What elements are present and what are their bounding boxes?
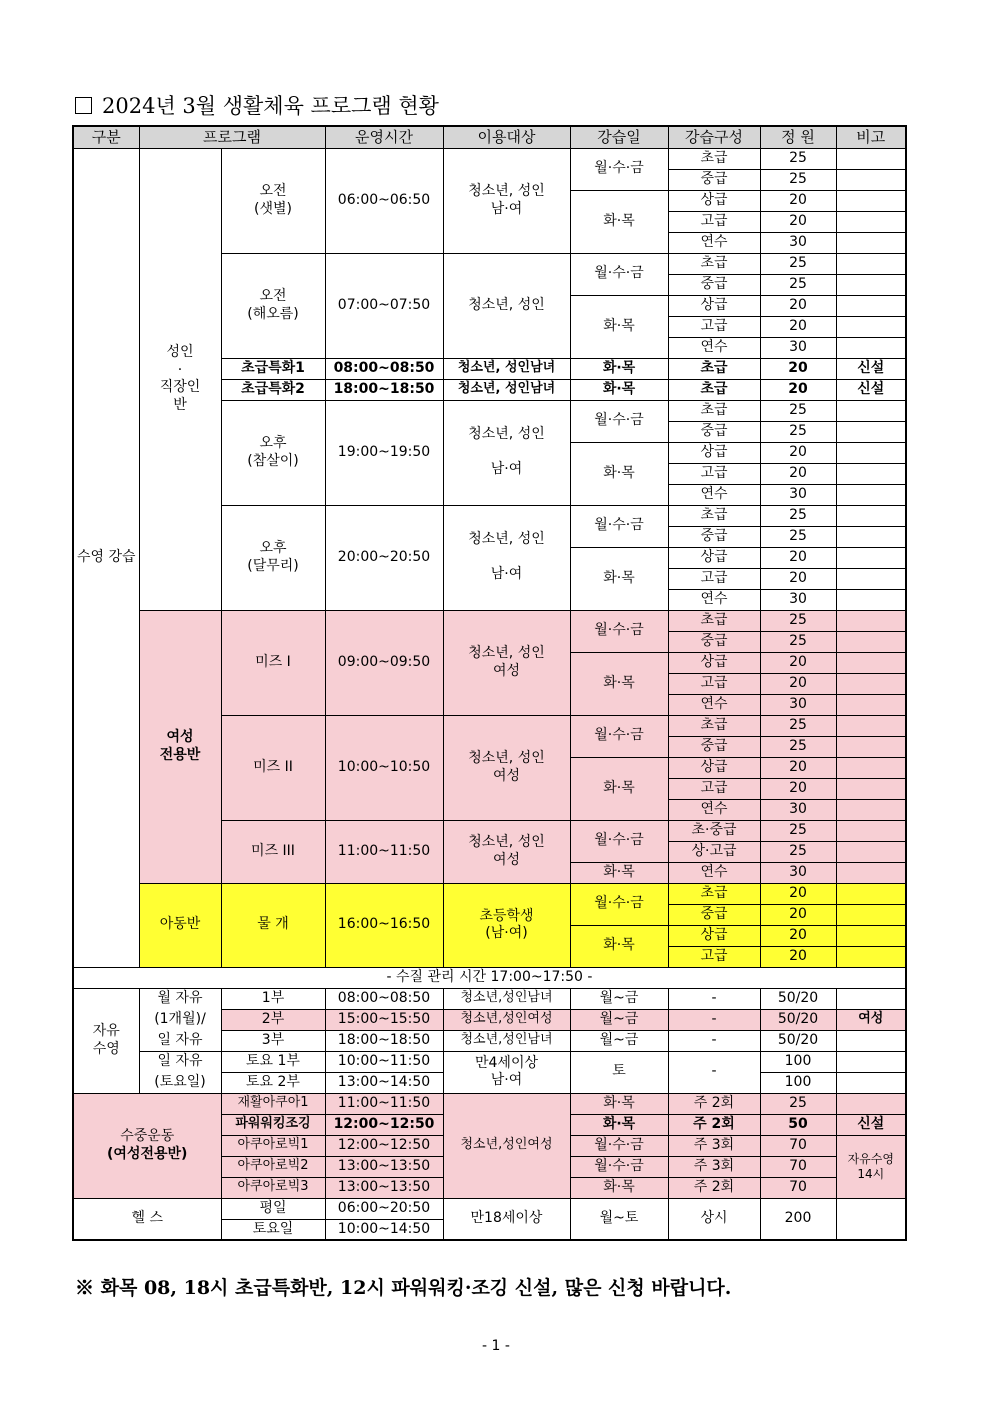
monthly-label: (1개월)/ xyxy=(139,1009,221,1030)
capacity-cell: 20 xyxy=(760,946,836,967)
note-cell xyxy=(836,862,906,883)
note-cell xyxy=(836,841,906,862)
level-cell: 고급 xyxy=(668,673,760,694)
capacity-cell: 100 xyxy=(760,1051,836,1072)
program-name: 평일 xyxy=(221,1198,325,1219)
capacity-cell: 25 xyxy=(760,1093,836,1114)
program-day: 월·수·금 xyxy=(570,253,668,295)
program-time: 18:00~18:50 xyxy=(325,379,443,400)
note-cell xyxy=(836,820,906,841)
table-row xyxy=(73,967,906,988)
capacity-cell: 70 xyxy=(760,1177,836,1198)
capacity-cell: 20 xyxy=(760,673,836,694)
capacity-cell: 20 xyxy=(760,295,836,316)
note-cell xyxy=(836,190,906,211)
level-cell: 초급 xyxy=(668,358,760,379)
note-cell xyxy=(836,736,906,757)
capacity-cell: 20 xyxy=(760,463,836,484)
program-day: 월·수·금 xyxy=(570,820,668,862)
capacity-cell: 30 xyxy=(760,589,836,610)
level-cell: 초급 xyxy=(668,253,760,274)
level-cell: 연수 xyxy=(668,337,760,358)
level-cell: - xyxy=(668,1051,760,1093)
program-day: 화·목 xyxy=(570,1114,668,1135)
aqua-category-sub: (여성전용반) xyxy=(107,1145,188,1162)
monthly-label: 일 자유 xyxy=(139,1030,221,1051)
header-day: 강습일 xyxy=(570,126,668,148)
aqua-target: 청소년,성인여성 xyxy=(443,1093,570,1198)
capacity-cell: 25 xyxy=(760,421,836,442)
women-group: 여성 전용반 xyxy=(139,610,221,883)
program-time: 13:00~13:50 xyxy=(325,1156,443,1177)
program-name: 아쿠아로빅3 xyxy=(221,1177,325,1198)
level-cell: 상급 xyxy=(668,925,760,946)
level-cell: 상급 xyxy=(668,442,760,463)
table-row xyxy=(73,610,906,631)
note-cell xyxy=(836,484,906,505)
program-day: 월~금 xyxy=(570,1030,668,1051)
level-cell: 고급 xyxy=(668,316,760,337)
note-cell xyxy=(836,274,906,295)
note-cell: 자유수영 14시 xyxy=(836,1135,906,1198)
note-cell xyxy=(836,232,906,253)
program-time: 10:00~14:50 xyxy=(325,1219,443,1240)
table-row xyxy=(73,148,906,169)
level-cell: 주 3회 xyxy=(668,1135,760,1156)
program-name: 미즈 III xyxy=(221,820,325,883)
capacity-cell: 20 xyxy=(760,757,836,778)
note-cell xyxy=(836,1030,906,1051)
header-level: 강습구성 xyxy=(668,126,760,148)
level-cell: 고급 xyxy=(668,568,760,589)
level-cell: 초급 xyxy=(668,610,760,631)
program-name: 파워워킹조깅 xyxy=(221,1114,325,1135)
capacity-cell: 20 xyxy=(760,778,836,799)
note-cell xyxy=(836,610,906,631)
program-target: 청소년, 성인남녀 xyxy=(443,379,570,400)
level-cell: 주 2회 xyxy=(668,1093,760,1114)
table-row xyxy=(73,1009,906,1030)
header-note: 비고 xyxy=(836,126,906,148)
program-target: 청소년, 성인 xyxy=(443,253,570,358)
program-target: 만4세이상 남·여 xyxy=(443,1051,570,1093)
program-time: 13:00~13:50 xyxy=(325,1177,443,1198)
level-cell: - xyxy=(668,1030,760,1051)
note-cell xyxy=(836,148,906,169)
level-cell: 중급 xyxy=(668,169,760,190)
program-time: 11:00~11:50 xyxy=(325,820,443,883)
level-cell: 연수 xyxy=(668,799,760,820)
program-name: 오후 (달무리) xyxy=(221,505,325,610)
program-target: 청소년,성인남녀 xyxy=(443,988,570,1009)
level-cell: 초·중급 xyxy=(668,820,760,841)
program-name: 미즈 II xyxy=(221,715,325,820)
note-cell xyxy=(836,883,906,904)
program-day: 화·목 xyxy=(570,442,668,505)
level-cell: - xyxy=(668,1009,760,1030)
header-program: 프로그램 xyxy=(139,126,325,148)
program-name: 오전 (해오름) xyxy=(221,253,325,358)
health-category: 헬 스 xyxy=(73,1198,221,1240)
capacity-cell: 25 xyxy=(760,631,836,652)
program-time: 09:00~09:50 xyxy=(325,610,443,715)
level-cell: 중급 xyxy=(668,631,760,652)
note-cell xyxy=(836,757,906,778)
capacity-cell: 50/20 xyxy=(760,988,836,1009)
level-cell: 중급 xyxy=(668,526,760,547)
program-day: 화·목 xyxy=(570,925,668,967)
program-name: 재활아쿠아1 xyxy=(221,1093,325,1114)
note-cell xyxy=(836,715,906,736)
program-name: 미즈 I xyxy=(221,610,325,715)
note-cell xyxy=(836,1051,906,1072)
capacity-cell: 25 xyxy=(760,274,836,295)
swim-category: 수영 강습 xyxy=(73,148,139,967)
note-cell xyxy=(836,1072,906,1093)
note-cell xyxy=(836,631,906,652)
program-name: 물 개 xyxy=(221,883,325,967)
program-day: 월~금 xyxy=(570,1009,668,1030)
note-cell xyxy=(836,799,906,820)
program-day: 월~금 xyxy=(570,988,668,1009)
page-title-text: 2024년 3월 생활체육 프로그램 현황 xyxy=(102,94,439,118)
program-target: 청소년, 성인 남·여 xyxy=(443,148,570,253)
level-cell: 초급 xyxy=(668,379,760,400)
capacity-cell: 30 xyxy=(760,337,836,358)
program-name: 1부 xyxy=(221,988,325,1009)
notice-text: ※ 화목 08, 18시 초급특화반, 12시 파워워킹·조깅 신설, 많은 신청 바랍니다. xyxy=(75,1277,732,1299)
weekend-label: (토요일) xyxy=(139,1072,221,1093)
level-cell: 상급 xyxy=(668,757,760,778)
level-cell: 고급 xyxy=(668,778,760,799)
program-time: 16:00~16:50 xyxy=(325,883,443,967)
program-day: 화·목 xyxy=(570,1177,668,1198)
program-target: 청소년, 성인남녀 xyxy=(443,358,570,379)
checkbox-square-icon xyxy=(75,97,92,114)
program-day: 월·수·금 xyxy=(570,505,668,547)
note-cell xyxy=(836,400,906,421)
level-cell: 연수 xyxy=(668,232,760,253)
note-cell xyxy=(836,442,906,463)
table-row xyxy=(73,1030,906,1051)
note-cell: 신설 xyxy=(836,1114,906,1135)
note-cell xyxy=(836,463,906,484)
capacity-cell: 30 xyxy=(760,694,836,715)
note-cell xyxy=(836,421,906,442)
program-day: 월·수·금 xyxy=(570,883,668,925)
capacity-cell: 20 xyxy=(760,883,836,904)
level-cell: - xyxy=(668,988,760,1009)
program-day: 화·목 xyxy=(570,757,668,820)
capacity-cell: 200 xyxy=(760,1198,836,1240)
capacity-cell: 20 xyxy=(760,442,836,463)
note-cell xyxy=(836,988,906,1009)
level-cell: 주 3회 xyxy=(668,1156,760,1177)
program-name: 아쿠아로빅1 xyxy=(221,1135,325,1156)
capacity-cell: 25 xyxy=(760,841,836,862)
note-cell xyxy=(836,295,906,316)
level-cell: 초급 xyxy=(668,883,760,904)
capacity-cell: 20 xyxy=(760,379,836,400)
program-time: 10:00~10:50 xyxy=(325,715,443,820)
level-cell: 연수 xyxy=(668,694,760,715)
level-cell: 주 2회 xyxy=(668,1177,760,1198)
capacity-cell: 100 xyxy=(760,1072,836,1093)
program-time: 10:00~11:50 xyxy=(325,1051,443,1072)
capacity-cell: 25 xyxy=(760,610,836,631)
note-cell xyxy=(836,652,906,673)
program-day: 월·수·금 xyxy=(570,1156,668,1177)
capacity-cell: 30 xyxy=(760,862,836,883)
level-cell: 중급 xyxy=(668,274,760,295)
level-cell: 중급 xyxy=(668,421,760,442)
note-cell xyxy=(836,211,906,232)
capacity-cell: 25 xyxy=(760,148,836,169)
capacity-cell: 30 xyxy=(760,799,836,820)
water-quality-notice: - 수질 관리 시간 17:00~17:50 - xyxy=(73,967,906,988)
note-cell: 신설 xyxy=(836,379,906,400)
program-day: 토 xyxy=(570,1051,668,1093)
note-cell xyxy=(836,778,906,799)
level-cell: 고급 xyxy=(668,211,760,232)
level-cell: 상급 xyxy=(668,190,760,211)
program-name: 2부 xyxy=(221,1009,325,1030)
level-cell: 초급 xyxy=(668,148,760,169)
kids-group: 아동반 xyxy=(139,883,221,967)
program-day: 화·목 xyxy=(570,652,668,715)
table-row xyxy=(73,1093,906,1114)
program-target: 청소년, 성인 남·여 xyxy=(443,505,570,610)
program-time: 12:00~12:50 xyxy=(325,1114,443,1135)
program-time: 20:00~20:50 xyxy=(325,505,443,610)
program-time: 18:00~18:50 xyxy=(325,1030,443,1051)
note-cell xyxy=(836,589,906,610)
program-day: 화·목 xyxy=(570,547,668,610)
note-cell xyxy=(836,946,906,967)
program-day: 화·목 xyxy=(570,379,668,400)
table-row xyxy=(73,1198,906,1219)
capacity-cell: 20 xyxy=(760,652,836,673)
program-time: 19:00~19:50 xyxy=(325,400,443,505)
aqua-category xyxy=(73,1093,221,1198)
program-day: 월·수·금 xyxy=(570,1135,668,1156)
page-number: - 1 - xyxy=(482,1338,510,1354)
capacity-cell: 20 xyxy=(760,358,836,379)
program-name: 아쿠아로빅2 xyxy=(221,1156,325,1177)
capacity-cell: 70 xyxy=(760,1135,836,1156)
level-cell: 상급 xyxy=(668,547,760,568)
header-capacity: 정 원 xyxy=(760,126,836,148)
program-day: 화·목 xyxy=(570,1093,668,1114)
program-day: 월·수·금 xyxy=(570,610,668,652)
note-cell xyxy=(836,694,906,715)
level-cell: 주 2회 xyxy=(668,1114,760,1135)
program-name: 토요일 xyxy=(221,1219,325,1240)
program-day: 월·수·금 xyxy=(570,715,668,757)
program-time: 11:00~11:50 xyxy=(325,1093,443,1114)
header-row xyxy=(73,126,906,148)
program-day: 월·수·금 xyxy=(570,148,668,190)
program-day: 화·목 xyxy=(570,358,668,379)
program-time: 15:00~15:50 xyxy=(325,1009,443,1030)
table-row xyxy=(73,883,906,904)
level-cell: 고급 xyxy=(668,463,760,484)
program-name: 초급특화1 xyxy=(221,358,325,379)
program-name: 오전 (샛별) xyxy=(221,148,325,253)
level-cell: 중급 xyxy=(668,736,760,757)
capacity-cell: 20 xyxy=(760,547,836,568)
program-target: 청소년, 성인 여성 xyxy=(443,820,570,883)
capacity-cell: 20 xyxy=(760,904,836,925)
note-cell xyxy=(836,337,906,358)
capacity-cell: 20 xyxy=(760,925,836,946)
level-cell: 상급 xyxy=(668,652,760,673)
page-title xyxy=(75,90,439,120)
weekend-label: 일 자유 xyxy=(139,1051,221,1072)
program-target: 청소년, 성인 여성 xyxy=(443,610,570,715)
capacity-cell: 25 xyxy=(760,400,836,421)
level-cell: 연수 xyxy=(668,589,760,610)
capacity-cell: 20 xyxy=(760,211,836,232)
note-cell: 여성 xyxy=(836,1009,906,1030)
capacity-cell: 20 xyxy=(760,568,836,589)
program-target: 청소년,성인여성 xyxy=(443,1009,570,1030)
note-cell xyxy=(836,673,906,694)
program-time: 06:00~06:50 xyxy=(325,148,443,253)
note-cell xyxy=(836,316,906,337)
program-time: 08:00~08:50 xyxy=(325,988,443,1009)
level-cell: 연수 xyxy=(668,862,760,883)
capacity-cell: 25 xyxy=(760,820,836,841)
monthly-label: 월 자유 xyxy=(139,988,221,1009)
note-cell xyxy=(836,547,906,568)
capacity-cell: 50/20 xyxy=(760,1009,836,1030)
program-time: 12:00~12:50 xyxy=(325,1135,443,1156)
capacity-cell: 30 xyxy=(760,484,836,505)
program-name: 초급특화2 xyxy=(221,379,325,400)
program-name: 3부 xyxy=(221,1030,325,1051)
note-cell xyxy=(836,169,906,190)
note-cell xyxy=(836,526,906,547)
level-cell: 초급 xyxy=(668,715,760,736)
program-day: 월~토 xyxy=(570,1198,668,1240)
capacity-cell: 50 xyxy=(760,1114,836,1135)
level-cell: 고급 xyxy=(668,946,760,967)
program-time: 08:00~08:50 xyxy=(325,358,443,379)
program-time: 07:00~07:50 xyxy=(325,253,443,358)
table-row xyxy=(73,1051,906,1072)
program-target: 초등학생 (남·여) xyxy=(443,883,570,967)
capacity-cell: 20 xyxy=(760,316,836,337)
adult-group: 성인 · 직장인 반 xyxy=(139,148,221,610)
program-day: 월·수·금 xyxy=(570,400,668,442)
capacity-cell: 25 xyxy=(760,253,836,274)
program-day: 화·목 xyxy=(570,862,668,883)
program-name: 오후 (참살이) xyxy=(221,400,325,505)
note-cell xyxy=(836,1198,906,1240)
program-target: 청소년, 성인 여성 xyxy=(443,715,570,820)
program-target: 청소년,성인남녀 xyxy=(443,1030,570,1051)
program-schedule-table xyxy=(72,125,907,1241)
note-cell xyxy=(836,1093,906,1114)
capacity-cell: 25 xyxy=(760,526,836,547)
level-cell: 상급 xyxy=(668,295,760,316)
level-cell: 상·고급 xyxy=(668,841,760,862)
free-swim-category: 자유 수영 xyxy=(73,988,139,1093)
note-cell: 신설 xyxy=(836,358,906,379)
program-target: 만18세이상 xyxy=(443,1198,570,1240)
level-cell: 연수 xyxy=(668,484,760,505)
program-name: 토요 1부 xyxy=(221,1051,325,1072)
level-cell: 중급 xyxy=(668,904,760,925)
capacity-cell: 20 xyxy=(760,190,836,211)
capacity-cell: 25 xyxy=(760,169,836,190)
program-name: 토요 2부 xyxy=(221,1072,325,1093)
capacity-cell: 25 xyxy=(760,736,836,757)
note-cell xyxy=(836,568,906,589)
program-time: 06:00~20:50 xyxy=(325,1198,443,1219)
capacity-cell: 25 xyxy=(760,505,836,526)
capacity-cell: 70 xyxy=(760,1156,836,1177)
program-day: 화·목 xyxy=(570,190,668,253)
program-day: 화·목 xyxy=(570,295,668,358)
capacity-cell: 30 xyxy=(760,232,836,253)
program-time: 13:00~14:50 xyxy=(325,1072,443,1093)
level-cell: 초급 xyxy=(668,505,760,526)
note-cell xyxy=(836,925,906,946)
aqua-category-label: 수중운동 xyxy=(120,1128,175,1144)
capacity-cell: 50/20 xyxy=(760,1030,836,1051)
program-target: 청소년, 성인 남·여 xyxy=(443,400,570,505)
level-cell: 상시 xyxy=(668,1198,760,1240)
level-cell: 초급 xyxy=(668,400,760,421)
header-time: 운영시간 xyxy=(325,126,443,148)
note-cell xyxy=(836,904,906,925)
note-cell xyxy=(836,505,906,526)
capacity-cell: 25 xyxy=(760,715,836,736)
header-target: 이용대상 xyxy=(443,126,570,148)
note-cell xyxy=(836,253,906,274)
table-row xyxy=(73,988,906,1009)
header-category: 구분 xyxy=(73,126,139,148)
